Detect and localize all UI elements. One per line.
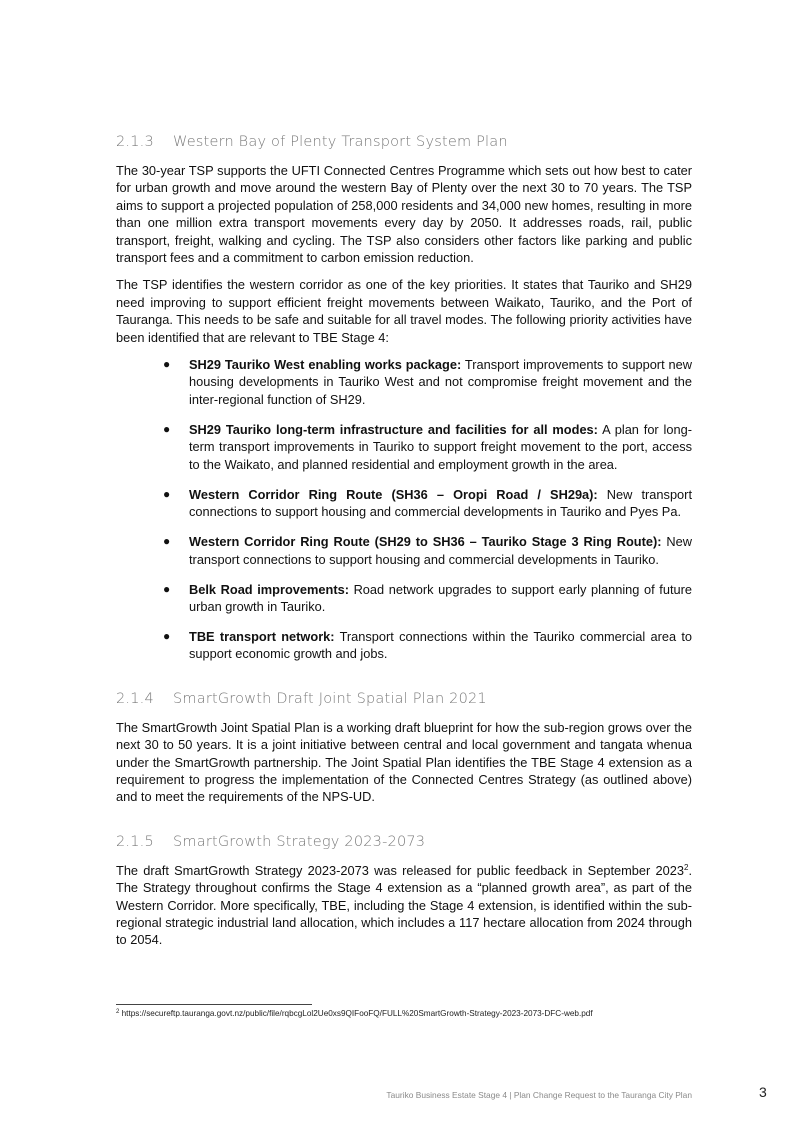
paragraph-text: The draft SmartGrowth Strategy 2023-2073 was released for public feedback in September 2023 (116, 862, 684, 878)
priority-activities-list (116, 356, 692, 663)
list-item-text: New transport connections to support housing and commercial developments in Tauriko and Pyes Pa. (189, 486, 692, 520)
bullet-icon: ● (163, 628, 171, 643)
list-item (116, 628, 692, 663)
paragraph: The SmartGrowth Joint Spatial Plan is a working draft blueprint for how the sub-region grows over the next 30 to 50 years. It is a joint initiative between central and local government and tangata whenua under the SmartGrowth partnership. The Joint Spatial Plan identifies the TBE Stage 4 extension as a requirement to progress the implementation of the Connected Centres Strategy (as outlined above) and to meet the requirements of the NPS-UD. (116, 719, 692, 805)
list-item-title: SH29 Tauriko West enabling works package: (189, 357, 462, 373)
section-number: 2.1.5 (116, 833, 154, 850)
list-item-text: Road network upgrades to support early planning of future urban growth in Tauriko. (189, 581, 693, 614)
list-item-title: SH29 Tauriko long-term infrastructure and facilities for all modes: (189, 421, 598, 437)
paragraph: The TSP identifies the western corridor as one of the key priorities. It states that Tauriko and SH29 need improving to support efficient freight movements between Waikato, Tauriko, and the Port of Tauranga. This needs to be safe and suitable for all travel modes. The following priority activities have been identified that are relevant to TBE Stage 4: (116, 277, 692, 345)
section-number: 2.1.3 (116, 134, 154, 150)
list-item-title: Western Corridor Ring Route (SH29 to SH36 – Tauriko Stage 3 Ring Route): (189, 534, 662, 550)
footnote-marker: 2 (116, 1009, 120, 1015)
bullet-icon: ● (163, 421, 171, 436)
section-heading-2-1-5 (116, 834, 692, 850)
list-item (116, 421, 692, 473)
list-item-text: Transport improvements to support new housing developments in Tauriko West and not compromise freight movement and the inter-regional function of SH29. (189, 357, 693, 407)
list-item-text: A plan for long-term transport improvements in Tauriko to support freight movement to the port, access to the Waikato, and planned residential and employment growth in the area. (189, 421, 692, 472)
list-item-title: TBE transport network: (189, 628, 335, 644)
paragraph-text: . The Strategy throughout confirms the Stage 4 extension as a “planned growth area”, as part of the Western Corridor. More specifically, TBE, including the Stage 4 extension, is identified within the sub-regional strategic industrial land allocation, which includes a 117 hectare allocation from 2024 through to 2054. (116, 862, 692, 948)
footnote (116, 1009, 593, 1018)
section-number: 2.1.4 (116, 690, 154, 707)
section-heading-2-1-4 (116, 691, 692, 707)
bullet-icon: ● (163, 581, 171, 596)
list-item (116, 581, 692, 616)
section-title: SmartGrowth Draft Joint Spatial Plan 2021 (173, 690, 487, 707)
list-item-title: Western Corridor Ring Route (SH36 – Oropi Road / SH29a): (189, 486, 598, 502)
page-content (116, 134, 692, 959)
footnote-url[interactable]: https://secureftp.tauranga.govt.nz/public/file/rqbcgLol2Ue0xs9QIFooFQ/FULL%20SmartGrowth-Strategy-2023-2073-DFC-web.pdf (119, 1009, 593, 1018)
list-item-title: Belk Road improvements: (189, 581, 349, 597)
section-title: SmartGrowth Strategy 2023-2073 (173, 833, 426, 850)
footer-document-title: Tauriko Business Estate Stage 4 | Plan Change Request to the Tauranga City Plan (386, 1090, 692, 1100)
footnote-divider (116, 1004, 312, 1005)
footnote-reference[interactable]: 2 (683, 862, 689, 872)
list-item (116, 356, 692, 408)
bullet-icon: ● (163, 486, 171, 501)
paragraph: The 30-year TSP supports the UFTI Connected Centres Programme which sets out how best to cater for urban growth and move around the western Bay of Plenty over the next 30 to 70 years. The TSP aims to support a projected population of 258,000 residents and 34,000 new homes, resulting in more than one million extra transport movements every day by 2050. It addresses roads, rail, public transport, freight, walking and cycling. The TSP also considers other factors like parking and public transport fees and a commitment to carbon emission reduction. (116, 163, 692, 266)
page-number: 3 (759, 1084, 767, 1100)
bullet-icon: ● (163, 357, 171, 372)
list-item (116, 486, 692, 521)
list-item-text: New transport connections to support housing and commercial developments in Tauriko. (189, 534, 693, 567)
section-title: Western Bay of Plenty Transport System Plan (173, 134, 508, 150)
section-heading-2-1-3 (116, 134, 692, 150)
list-item-text: Transport connections within the Tauriko commercial area to support economic growth and jobs. (189, 628, 692, 662)
paragraph (116, 862, 692, 949)
bullet-icon: ● (163, 534, 171, 549)
list-item (116, 533, 692, 568)
